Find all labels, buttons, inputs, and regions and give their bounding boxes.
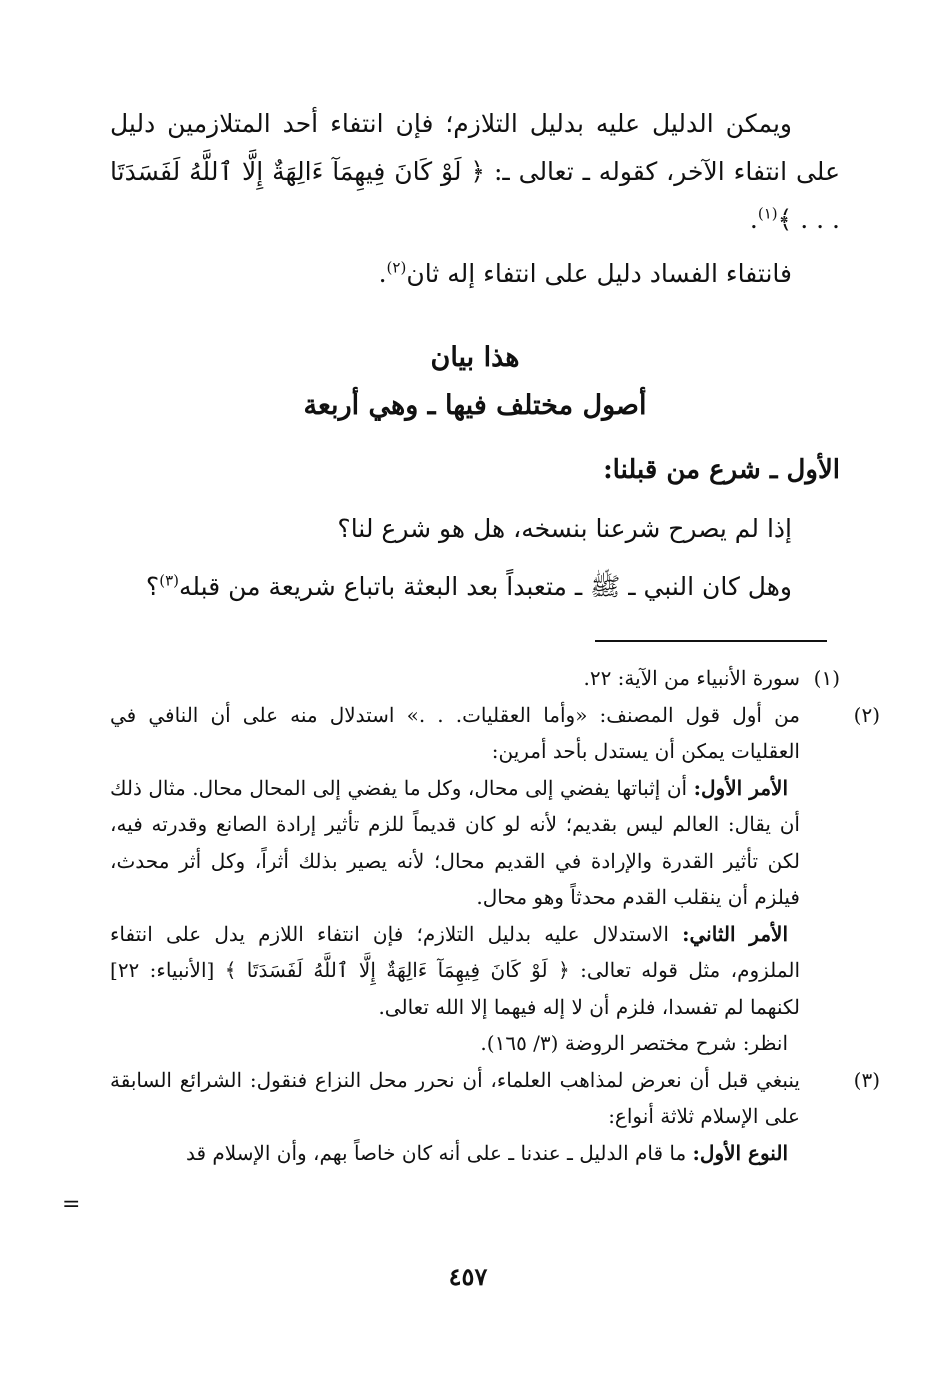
paragraph-with-verse [110,100,840,244]
footnote-3 [110,1062,880,1135]
footnote-text: ينبغي قبل أن نعرض لمذاهب العلماء، أن نحرر محل النزاع فنقول: الشرائع السابقة على الإسلام ثلاثة أنواع: [110,1067,800,1128]
continuation-mark: = [62,1192,81,1217]
footnote-1 [110,660,840,697]
footnotes [110,660,880,1171]
footnote-text: سورة الأنبياء من الآية: ٢٢. [583,666,800,690]
footnote-2-part-2 [110,916,840,1026]
footnote-2 [110,697,880,770]
item-text: ما قام الدليل ـ عندنا ـ على أنه كان خاصاً بهم، وأن الإسلام قد [185,1140,687,1165]
footnote-ref-1: (١) [757,204,778,223]
footnote-2-part-1 [110,770,840,916]
item-text: الاستدلال عليه بدليل التلازم؛ فإن انتفاء اللازم يدل على انتفاء الملزوم، مثل قوله تعالى: ﴿ لَوْ كَانَ فِيهِمَآ ءَالِهَةٌ إِلَّا ٱللَّهُ لَفَسَدَتَا ﴾ [الأنبياء: ٢٢] لكنهما لم تفسدا، فلزم أن لا إله فيهما إلا الله تعالى. [110,921,800,1019]
punctuation: . [378,259,387,288]
paragraph-text: ويمكن الدليل عليه بدليل التلازم؛ فإن انتفاء أحد المتلازمين دليل على انتفاء الآخر، كقوله ـ تعالى ـ: ﴿ لَوْ كَانَ فِيهِمَآ ءَالِهَةٌ إِلَّا ٱللَّهُ لَفَسَدَتَا . . . ﴾ [110,109,840,234]
footnote-number: (١) [813,666,840,690]
section-title-line-1: هذا بيان [430,342,520,373]
punctuation: . [749,205,758,234]
footnote-number: (٢) [853,702,880,727]
footnote-ref-3: (٣) [159,571,179,590]
main-text-paragraph-3 [110,505,840,553]
paragraph-text: وهل كان النبي ـ ﷺ ـ متعبداً بعد البعثة باتباع شريعة من قبله [178,572,792,601]
footnote-separator [595,640,827,642]
main-text-paragraph-4 [110,563,840,611]
item-label: النوع الأول: [692,1140,788,1165]
main-text-paragraph-1 [110,100,840,244]
item-label: الأمر الثاني: [682,921,789,946]
footnote-ref-2: (٢) [386,258,407,277]
paragraph: إذا لم يصرح شرعنا بنسخه، هل هو شرع لنا؟ [337,514,792,543]
subsection-heading: الأول ـ شرع من قبلنا: [603,455,840,485]
footnote-text: من أول قول المصنف: «وأما العقليات. . .» استدلال منه على أن النافي في العقليات يمكن أن يستدل بأحد أمرين: [110,702,800,763]
punctuation: ؟ [145,572,160,601]
footnote-3-part-1 [110,1135,840,1172]
paragraph-text: فانتفاء الفساد دليل على انتفاء إله ثان [406,259,792,288]
main-text-paragraph-2 [110,250,840,298]
page-number: ٤٥٧ [448,1262,488,1291]
paragraph [110,563,840,611]
paragraph [110,250,840,298]
item-label: الأمر الأول: [693,775,788,800]
item-text: أن إثباتها يفضي إلى محال، وكل ما يفضي إلى المحال محال. مثال ذلك أن يقال: العالم ليس بقديم؛ لأنه لو كان قديماً للزم تأثير إرادة الصانع وقدرته فيه، لكن تأثير القدرة والإرادة في القديم محال؛ لأنه يصير بذلك أثراً، وكل أثر محدث، فيلزم أن ينقلب القدم محدثاً وهو محال. [110,775,800,909]
section-title-line-2: أصول مختلف فيها ـ وهي أربعة [303,390,647,421]
footnote-number: (٣) [853,1067,880,1092]
footnote-2-reference: انظر: شرح مختصر الروضة (٣/ ١٦٥). [480,1031,788,1055]
